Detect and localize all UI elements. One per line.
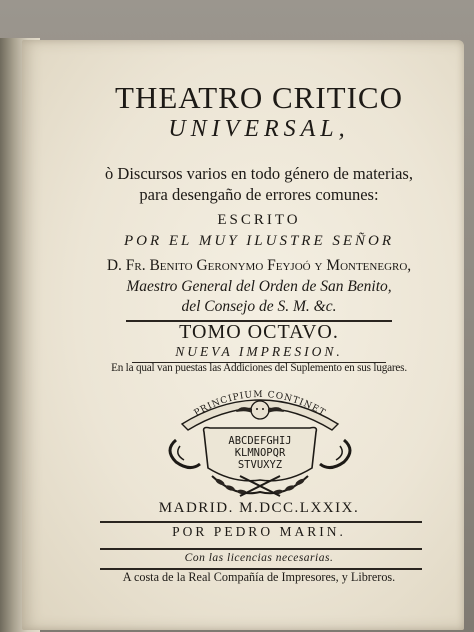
description-line-2: para desengaño de errores comunes: xyxy=(139,185,379,204)
title-page xyxy=(22,40,464,630)
book-title: THEATRO CRITICO xyxy=(115,80,403,115)
description-line-1: ò Discursos varios en todo género de materias, xyxy=(105,164,413,183)
volume-label: TOMO OCTAVO. xyxy=(179,321,339,343)
imprint-cost: A costa de la Real Compañía de Impresores, y Libreros. xyxy=(122,570,396,584)
printer-emblem-icon xyxy=(156,380,364,500)
imprint-licenses: Con las licencias necesarias. xyxy=(184,552,334,564)
book-subtitle: UNIVERSAL, xyxy=(168,116,350,142)
emblem-alphabet-2: KLMNOPQR xyxy=(234,447,286,459)
emblem-alphabet-1: ABCDEFGHIJ xyxy=(228,435,292,447)
supplement-note: En la qual van puestas las Addiciones del Suplemento en sus lugares. xyxy=(111,362,407,374)
emblem-alphabet-3: STVUXYZ xyxy=(237,459,283,471)
edition-label: NUEVA IMPRESION. xyxy=(175,344,343,359)
divider-bar-2 xyxy=(100,548,422,550)
author-title: Maestro General del Orden de San Benito, xyxy=(126,278,392,295)
author-name: D. Fr. Benito Geronymo Feyjoó y Montenegro, xyxy=(106,257,412,274)
divider-bar-1 xyxy=(100,521,422,523)
escrito-label: ESCRITO xyxy=(217,212,301,228)
imprint-printer: POR PEDRO MARIN. xyxy=(172,524,346,539)
author-consejo: del Consejo de S. M. &c. xyxy=(181,298,337,315)
por-label: POR EL MUY ILUSTRE SEÑOR xyxy=(123,233,395,249)
imprint-place-date: MADRID. M.DCC.LXXIX. xyxy=(158,500,360,516)
emblem-motto: PRINCIPIUM CONTINET xyxy=(192,389,328,419)
